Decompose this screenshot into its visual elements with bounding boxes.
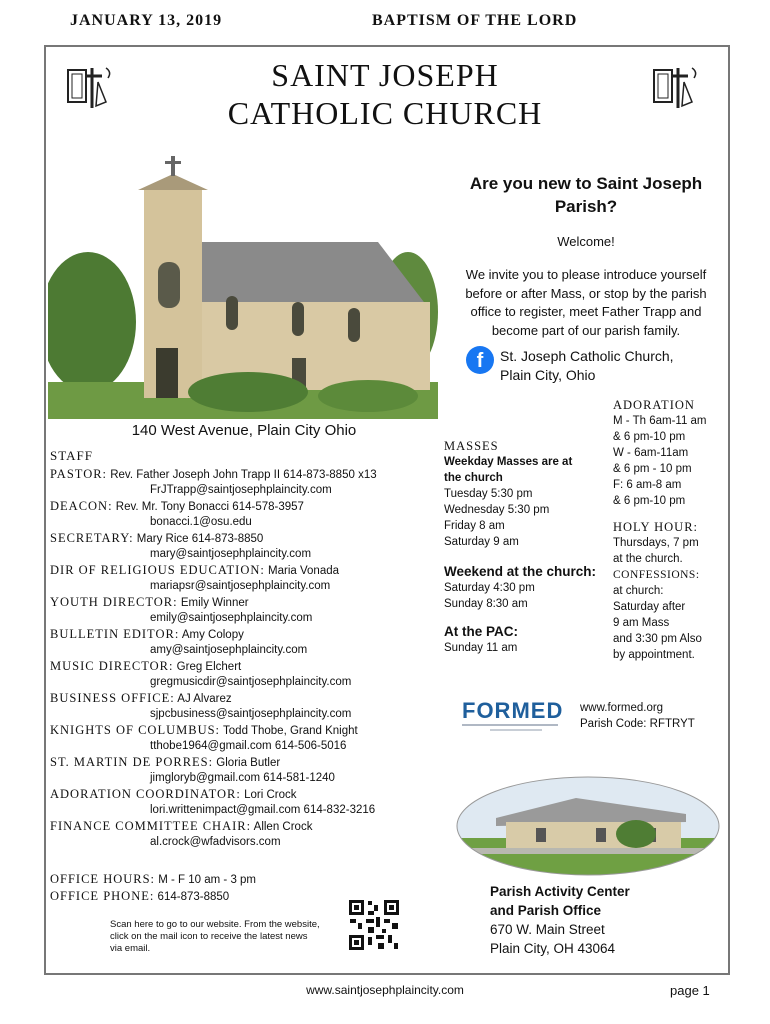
staff-label: DIR OF RELIGIOUS EDUCATION:: [50, 563, 265, 577]
mass-schedule: [444, 438, 604, 656]
staff-contact: al.crock@wfadvisors.com: [150, 836, 281, 848]
mass-time: Friday 8 am: [444, 520, 505, 532]
pac-line-2: and Parish Office: [490, 903, 602, 918]
confessions-line: Saturday after: [613, 601, 686, 613]
staff-value: Lori Crock: [244, 789, 297, 801]
staff-label: BUSINESS OFFICE:: [50, 691, 175, 705]
staff-contact: emily@saintjosephplaincity.com: [150, 612, 313, 624]
formed-logo-text: FORMED: [462, 698, 564, 723]
staff-label: MUSIC DIRECTOR:: [50, 659, 174, 673]
confessions-line: and 3:30 pm Also: [613, 633, 702, 645]
pac-heading: At the PAC:: [444, 624, 518, 639]
welcome-word: Welcome!: [557, 234, 615, 249]
office-hours-value: M - F 10 am - 3 pm: [158, 874, 257, 886]
staff-row-music: [50, 658, 440, 674]
staff-contact: FrJTrapp@saintjosephplaincity.com: [150, 484, 332, 496]
adoration-line: & 6 pm-10 pm: [613, 495, 686, 507]
staff-value: Greg Elchert: [176, 661, 242, 673]
formed-url[interactable]: www.formed.org: [580, 702, 664, 714]
title-line-1: SAINT JOSEPH: [271, 57, 499, 93]
staff-value: Amy Colopy: [181, 629, 244, 641]
staff-label: YOUTH DIRECTOR:: [50, 595, 178, 609]
office-info: [50, 871, 256, 905]
mass-time: Saturday 9 am: [444, 536, 519, 548]
holy-hour-label: HOLY HOUR:: [613, 520, 699, 534]
staff-label: ADORATION COORDINATOR:: [50, 787, 241, 801]
office-hours: [50, 871, 256, 888]
office-phone: [50, 888, 256, 905]
staff-contact: tthobe1964@gmail.com 614-506-5016: [150, 740, 347, 752]
holy-hour-line: Thursdays, 7 pm: [613, 537, 699, 549]
pac-line-1: Parish Activity Center: [490, 884, 630, 899]
staff-contact: mary@saintjosephplaincity.com: [150, 548, 312, 560]
mass-time: Wednesday 5:30 pm: [444, 504, 550, 516]
office-phone-value: 614-873-8850: [157, 891, 230, 903]
confessions-line: by appointment.: [613, 649, 695, 661]
staff-row-adoration: [50, 786, 440, 802]
facebook-icon[interactable]: f: [466, 346, 494, 374]
mass-time: Sunday 8:30 am: [444, 598, 528, 610]
staff-label: SECRETARY:: [50, 531, 134, 545]
masses-label: MASSES: [444, 439, 499, 453]
parish-logo-left: [62, 62, 118, 114]
staff-label: ST. MARTIN DE PORRES:: [50, 755, 214, 769]
staff-value: Rev. Father Joseph John Trapp II 614-873-8850 x13: [110, 469, 377, 481]
mass-time: Tuesday 5:30 pm: [444, 488, 533, 500]
church-photo: [48, 152, 438, 420]
staff-value: Emily Winner: [180, 597, 249, 609]
adoration-line: & 6 pm - 10 pm: [613, 463, 692, 475]
formed-code: Parish Code: RFTRYT: [580, 718, 695, 730]
adoration-schedule: [613, 397, 725, 663]
staff-row-finance: [50, 818, 440, 834]
staff-value: AJ Alvarez: [177, 693, 232, 705]
staff-value: Maria Vonada: [268, 565, 340, 577]
office-hours-label: OFFICE HOURS:: [50, 872, 156, 886]
weekend-heading: Weekend at the church:: [444, 564, 597, 579]
staff-row-deacon: [50, 498, 440, 514]
staff-directory: [50, 446, 440, 850]
staff-contact: lori.writtenimpact@gmail.com 614-832-3216: [150, 804, 376, 816]
staff-row-business: [50, 690, 440, 706]
welcome-heading: Are you new to Saint Joseph Parish?: [469, 174, 703, 216]
staff-contact: mariapsr@saintjosephplaincity.com: [150, 580, 331, 592]
scan-note: Scan here to go to our website. From the website, click on the mail icon to receive the latest news via email.: [110, 919, 320, 954]
adoration-line: & 6 pm-10 pm: [613, 431, 686, 443]
holy-hour-line: at the church.: [613, 553, 683, 565]
facebook-line-2: Plain City, Ohio: [500, 367, 596, 383]
office-phone-label: OFFICE PHONE:: [50, 889, 155, 903]
staff-row-youth: [50, 594, 440, 610]
staff-contact: jimgloryb@gmail.com 614-581-1240: [150, 772, 335, 784]
footer-website[interactable]: www.saintjosephplaincity.com: [306, 983, 464, 997]
bulletin-date: JANUARY 13, 2019: [70, 12, 223, 29]
staff-value: Mary Rice 614-873-8850: [136, 533, 264, 545]
welcome-body: We invite you to please introduce yourself before or after Mass, or stop by the parish office to register, meet Father Trapp and become part of our parish family.: [465, 267, 707, 338]
confessions-line: 9 am Mass: [613, 617, 670, 629]
staff-row-knights: [50, 722, 440, 738]
page-number: page 1: [670, 983, 710, 998]
staff-heading: STAFF: [50, 448, 93, 463]
staff-row-bulletin: [50, 626, 440, 642]
staff-row-pastor: [50, 466, 440, 482]
staff-label: FINANCE COMMITTEE CHAIR:: [50, 819, 252, 833]
staff-row-secretary: [50, 530, 440, 546]
staff-row-religious-ed: [50, 562, 440, 578]
facebook-page-link[interactable]: [500, 347, 720, 385]
staff-contact: bonacci.1@osu.edu: [150, 516, 252, 528]
formed-info: [580, 700, 695, 732]
confessions-label: CONFESSIONS:: [613, 569, 700, 581]
adoration-line: W - 6am-11am: [613, 447, 689, 459]
staff-value: Allen Crock: [253, 821, 313, 833]
staff-label: PASTOR:: [50, 467, 108, 481]
liturgical-feast: BAPTISM OF THE LORD: [372, 12, 578, 29]
staff-contact: sjpcbusiness@saintjosephplaincity.com: [150, 708, 352, 720]
page-title: [150, 56, 620, 132]
formed-logo[interactable]: [460, 694, 568, 738]
parish-logo-right: [648, 62, 704, 114]
mass-time: Saturday 4:30 pm: [444, 582, 535, 594]
pac-line-4: Plain City, OH 43064: [490, 941, 616, 956]
staff-label: KNIGHTS OF COLUMBUS:: [50, 723, 221, 737]
confessions-line: at church:: [613, 585, 664, 597]
church-address: 140 West Avenue, Plain City Ohio: [46, 419, 442, 439]
staff-contact: gregmusicdir@saintjosephplaincity.com: [150, 676, 352, 688]
pac-line-3: 670 W. Main Street: [490, 922, 605, 937]
weekday-heading: Weekday Masses are at the church: [444, 456, 573, 484]
pac-building-photo: [456, 776, 720, 876]
mass-time: Sunday 11 am: [444, 642, 518, 654]
adoration-line: M - Th 6am-11 am: [613, 415, 707, 427]
adoration-label: ADORATION: [613, 398, 695, 412]
adoration-line: F: 6 am-8 am: [613, 479, 682, 491]
staff-label: BULLETIN EDITOR:: [50, 627, 180, 641]
facebook-line-1: St. Joseph Catholic Church,: [500, 348, 674, 364]
staff-label: DEACON:: [50, 499, 113, 513]
staff-value: Rev. Mr. Tony Bonacci 614-578-3957: [115, 501, 304, 513]
staff-value: Todd Thobe, Grand Knight: [223, 725, 358, 737]
staff-row-martin: [50, 754, 440, 770]
pac-address-block: [490, 882, 630, 958]
staff-value: Gloria Butler: [216, 757, 281, 769]
title-line-2: CATHOLIC CHURCH: [227, 95, 543, 131]
qr-code[interactable]: [348, 899, 400, 951]
staff-contact: amy@saintjosephplaincity.com: [150, 644, 308, 656]
